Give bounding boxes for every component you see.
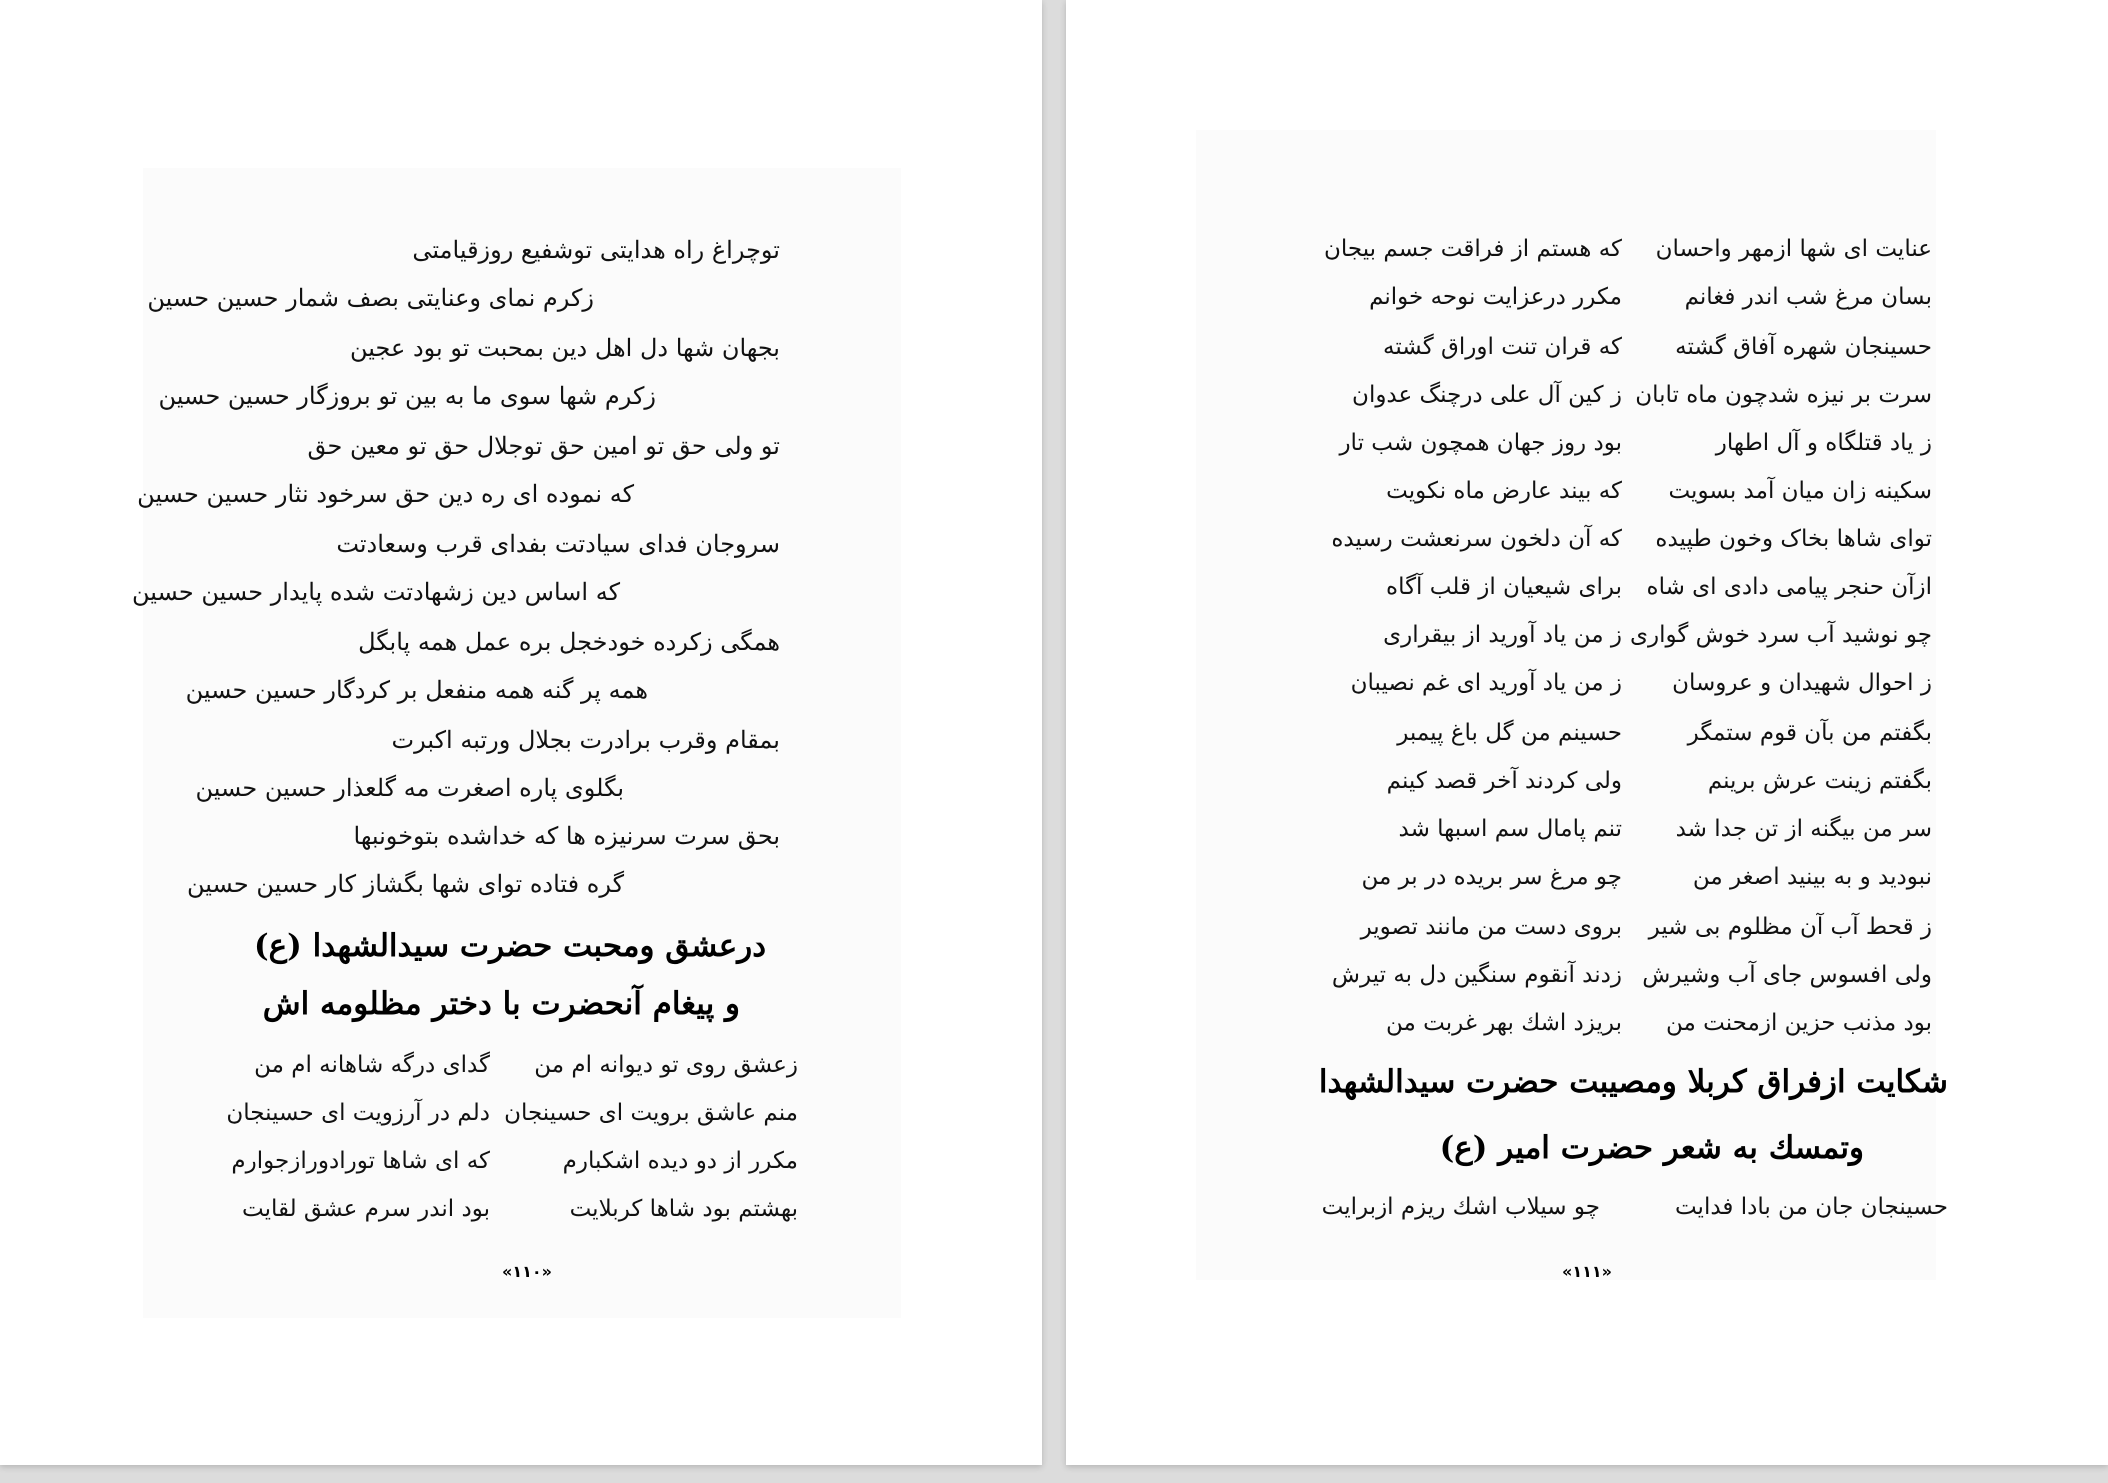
couplet-left: ز من یاد آورید از بیقراری [1383,622,1622,648]
poem-line: بگلوی پاره اصغرت مه گلعذار حسین حسین [195,774,624,802]
section-heading: و پیغام آنحضرت با دختر مظلومه اش [262,986,740,1022]
couplet-right: زعشق روی تو دیوانه ام من [534,1052,798,1078]
couplet-right: سکینه زان میان آمد بسویت [1668,478,1932,504]
couplet-right: بهشتم بود شاها کربلایت [569,1196,798,1222]
couplet-left: که ای شاها تورادورازجوارم [231,1148,490,1174]
couplet-right: منم عاشق برویت ای حسینجان [504,1100,798,1126]
section-heading: وتمسك به شعر حضرت امیر (ع) [1439,1130,1864,1166]
couplet-left: چو مرغ سر بریده در بر من [1361,864,1622,890]
poem-line: گره فتاده توای شها بگشاز کار حسین حسین [186,870,624,898]
couplet-left: که هستم از فراقت جسم بیجان [1323,236,1622,262]
poem-line: همه پر گنه همه منفعل بر کردگار حسین حسین [185,676,648,704]
couplet-right: ز یاد قتلگاه و آل اطهار [1715,430,1932,456]
couplet-left: دلم در آرزویت ای حسینجان [226,1100,490,1126]
poem-line: سروجان فدای سیادتت بفدای قرب وسعادتت [336,530,780,558]
poem-line: بمقام وقرب برادرت بجلال ورتبه اکبرت [391,726,780,754]
couplet-left: ز کین آل علی درچنگ عدوان [1352,382,1622,408]
couplet-right: سرت بر نیزه شدچون ماه تابان [1635,382,1932,408]
couplet-right: ز قحط آب آن مظلوم بی شیر [1648,914,1932,940]
couplet-left: گدای درگه شاهانه ام من [254,1052,490,1078]
section-heading: درعشق ومحبت حضرت سیدالشهدا (ع) [254,928,766,964]
section-heading: شکایت ازفراق کربلا ومصیبت حضرت سیدالشهدا [1318,1064,1948,1100]
poem-line: زکرم شها سوی ما به بین تو بروزگار حسین حسین [158,382,656,410]
poem-line: بجهان شها دل اهل دین بمحبت تو بود عجین [350,334,780,362]
page-number: «۱۱۱» [1562,1262,1612,1281]
couplet-left: چو سیلاب اشك ریزم ازبرایت [1321,1194,1600,1220]
poem-line: تو ولی حق تو امین حق توجلال حق تو معین حق [307,432,780,460]
couplet-right: توای شاها بخاک وخون طپیده [1655,526,1932,552]
couplet-left: که بیند عارض ماه نکویت [1386,478,1622,504]
couplet-left: بود روز جهان همچون شب تار [1339,430,1622,456]
couplet-right: مکرر از دو دیده اشکبارم [562,1148,798,1174]
poem-line: بحق سرت سرنیزه ها که خداشده بتوخونبها [353,822,780,850]
couplet-right: چو نوشید آب سرد خوش گواری [1630,622,1932,648]
right-page [1066,0,2108,1465]
couplet-right: ولی افسوس جای آب وشیرش [1642,962,1932,988]
couplet-right: بود مذنب حزین ازمحنت من [1666,1010,1932,1036]
couplet-left: برای شیعیان از قلب آگاه [1386,574,1622,600]
left-page [0,0,1042,1465]
couplet-left: بود اندر سرم عشق لقایت [241,1196,490,1222]
couplet-right: نبودید و به بینید اصغر من [1692,864,1932,890]
couplet-right: عنایت ای شها ازمهر واحسان [1655,236,1932,262]
couplet-left: تنم پامال سم اسبها شد [1398,816,1622,842]
poem-line: که اساس دین زشهادتت شده پایدار حسین حسین [131,578,620,606]
page-number: «۱۱۰» [502,1262,552,1281]
couplet-right: حسینجان شهره آفاق گشته [1675,334,1932,360]
poem-line: همگی زکرده خودخجل بره عمل همه پابگل [358,628,780,656]
couplet-left: ز من یاد آورید ای غم نصیبان [1350,670,1622,696]
couplet-right: حسینجان جان من بادا فدایت [1674,1194,1948,1220]
couplet-right: ز احوال شهیدان و عروسان [1672,670,1932,696]
couplet-right: ازآن حنجر پیامی دادی ای شاه [1646,574,1932,600]
couplet-left: که قران تنت اوراق گشته [1383,334,1622,360]
poem-line: که نموده ای ره دین حق سرخود نثار حسین حسین [137,480,634,508]
couplet-right: بگفتم من بآن قوم ستمگر [1687,720,1932,746]
couplet-left: بروی دست من مانند تصویر [1360,914,1622,940]
couplet-left: زدند آنقوم سنگین دل به تیرش [1331,962,1622,988]
couplet-left: مکرر درعزایت نوحه خوانم [1369,284,1622,310]
poem-line: زکرم نمای وعنایتی بصف شمار حسین حسین [147,284,594,312]
couplet-left: که آن دلخون سرنعشت رسیده [1331,526,1622,552]
couplet-left: بریزد اشك بهر غربت من [1386,1010,1622,1036]
couplet-right: بگفتم زینت عرش برینم [1707,768,1932,794]
poem-line: توچراغ راه هدایتی توشفیع روزقیامتی [412,236,780,264]
couplet-right: سر من بیگنه از تن جدا شد [1675,816,1932,842]
couplet-left: ولی کردند آخر قصد کینم [1386,768,1622,794]
couplet-left: حسینم من گل باغ پیمبر [1397,720,1622,746]
couplet-right: بسان مرغ شب اندر فغانم [1684,284,1932,310]
